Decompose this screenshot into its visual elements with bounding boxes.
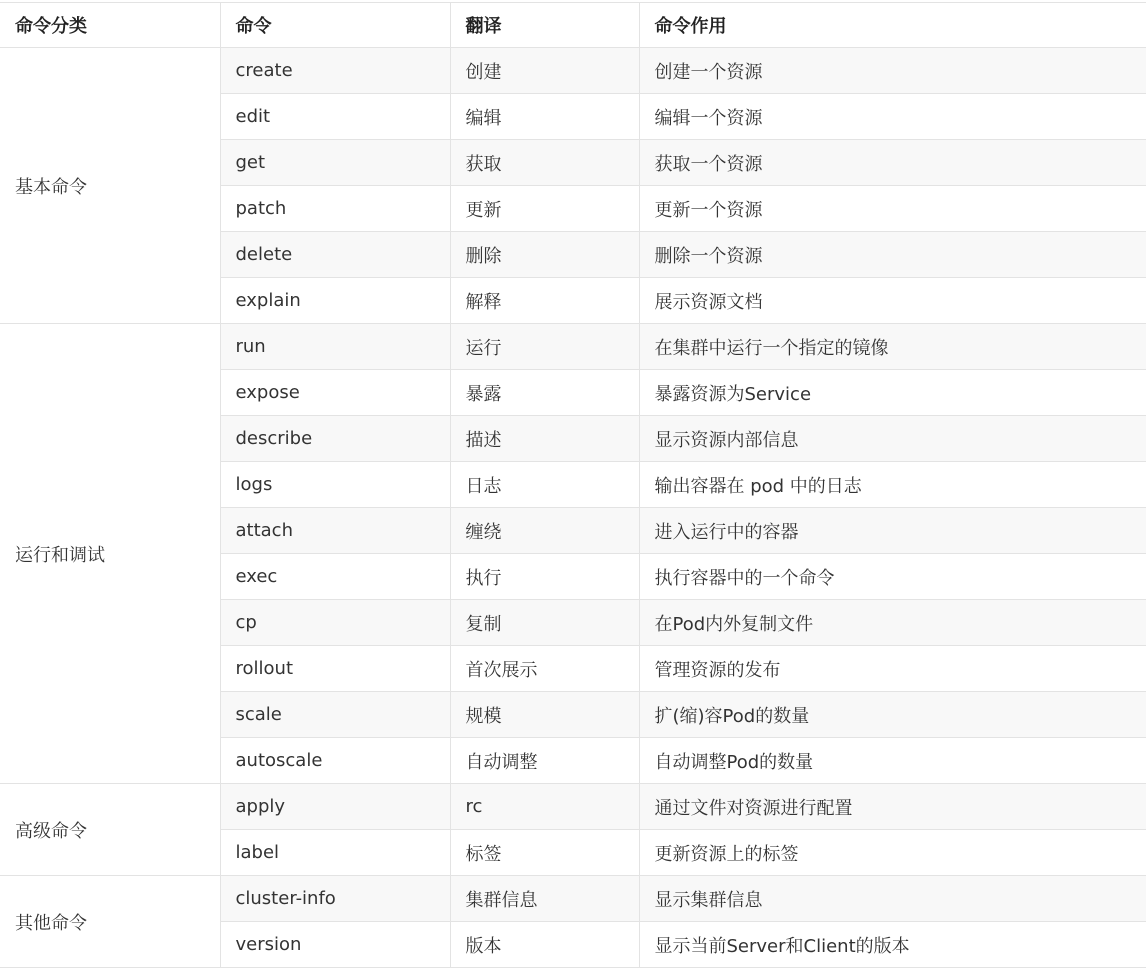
purpose-cell: 扩(缩)容Pod的数量 bbox=[639, 692, 1146, 738]
command-cell: scale bbox=[220, 692, 450, 738]
purpose-cell: 显示当前Server和Client的版本 bbox=[639, 922, 1146, 968]
command-cell: label bbox=[220, 830, 450, 876]
header-command: 命令 bbox=[220, 3, 450, 48]
command-cell: run bbox=[220, 324, 450, 370]
kubectl-command-table bbox=[0, 2, 1146, 968]
purpose-cell: 获取一个资源 bbox=[639, 140, 1146, 186]
command-cell: cp bbox=[220, 600, 450, 646]
command-cell: get bbox=[220, 140, 450, 186]
table-row bbox=[0, 876, 1146, 922]
purpose-cell: 更新一个资源 bbox=[639, 186, 1146, 232]
command-cell: explain bbox=[220, 278, 450, 324]
translation-cell: 创建 bbox=[450, 48, 639, 94]
command-cell: cluster-info bbox=[220, 876, 450, 922]
purpose-cell: 在Pod内外复制文件 bbox=[639, 600, 1146, 646]
translation-cell: 缠绕 bbox=[450, 508, 639, 554]
purpose-cell: 编辑一个资源 bbox=[639, 94, 1146, 140]
translation-cell: 首次展示 bbox=[450, 646, 639, 692]
purpose-cell: 展示资源文档 bbox=[639, 278, 1146, 324]
table-row bbox=[0, 324, 1146, 370]
header-translation: 翻译 bbox=[450, 3, 639, 48]
command-cell: version bbox=[220, 922, 450, 968]
translation-cell: 编辑 bbox=[450, 94, 639, 140]
purpose-cell: 删除一个资源 bbox=[639, 232, 1146, 278]
translation-cell: 规模 bbox=[450, 692, 639, 738]
command-cell: expose bbox=[220, 370, 450, 416]
table-row bbox=[0, 784, 1146, 830]
command-cell: apply bbox=[220, 784, 450, 830]
translation-cell: 删除 bbox=[450, 232, 639, 278]
translation-cell: 自动调整 bbox=[450, 738, 639, 784]
command-cell: edit bbox=[220, 94, 450, 140]
purpose-cell: 显示集群信息 bbox=[639, 876, 1146, 922]
header-purpose: 命令作用 bbox=[639, 3, 1146, 48]
command-cell: create bbox=[220, 48, 450, 94]
table-row bbox=[0, 48, 1146, 94]
translation-cell: 描述 bbox=[450, 416, 639, 462]
command-cell: autoscale bbox=[220, 738, 450, 784]
purpose-cell: 自动调整Pod的数量 bbox=[639, 738, 1146, 784]
translation-cell: rc bbox=[450, 784, 639, 830]
purpose-cell: 输出容器在 pod 中的日志 bbox=[639, 462, 1146, 508]
translation-cell: 复制 bbox=[450, 600, 639, 646]
translation-cell: 执行 bbox=[450, 554, 639, 600]
command-cell: rollout bbox=[220, 646, 450, 692]
command-cell: logs bbox=[220, 462, 450, 508]
translation-cell: 版本 bbox=[450, 922, 639, 968]
translation-cell: 日志 bbox=[450, 462, 639, 508]
command-cell: attach bbox=[220, 508, 450, 554]
category-cell: 运行和调试 bbox=[0, 324, 220, 784]
purpose-cell: 通过文件对资源进行配置 bbox=[639, 784, 1146, 830]
purpose-cell: 管理资源的发布 bbox=[639, 646, 1146, 692]
header-row bbox=[0, 3, 1146, 48]
command-cell: exec bbox=[220, 554, 450, 600]
table-body bbox=[0, 48, 1146, 968]
category-cell: 基本命令 bbox=[0, 48, 220, 324]
command-cell: delete bbox=[220, 232, 450, 278]
translation-cell: 标签 bbox=[450, 830, 639, 876]
purpose-cell: 在集群中运行一个指定的镜像 bbox=[639, 324, 1146, 370]
translation-cell: 获取 bbox=[450, 140, 639, 186]
translation-cell: 集群信息 bbox=[450, 876, 639, 922]
purpose-cell: 更新资源上的标签 bbox=[639, 830, 1146, 876]
purpose-cell: 显示资源内部信息 bbox=[639, 416, 1146, 462]
purpose-cell: 暴露资源为Service bbox=[639, 370, 1146, 416]
purpose-cell: 执行容器中的一个命令 bbox=[639, 554, 1146, 600]
purpose-cell: 创建一个资源 bbox=[639, 48, 1146, 94]
command-cell: describe bbox=[220, 416, 450, 462]
translation-cell: 更新 bbox=[450, 186, 639, 232]
command-cell: patch bbox=[220, 186, 450, 232]
translation-cell: 暴露 bbox=[450, 370, 639, 416]
translation-cell: 解释 bbox=[450, 278, 639, 324]
category-cell: 高级命令 bbox=[0, 784, 220, 876]
header-category: 命令分类 bbox=[0, 3, 220, 48]
purpose-cell: 进入运行中的容器 bbox=[639, 508, 1146, 554]
translation-cell: 运行 bbox=[450, 324, 639, 370]
table-header bbox=[0, 3, 1146, 48]
category-cell: 其他命令 bbox=[0, 876, 220, 968]
